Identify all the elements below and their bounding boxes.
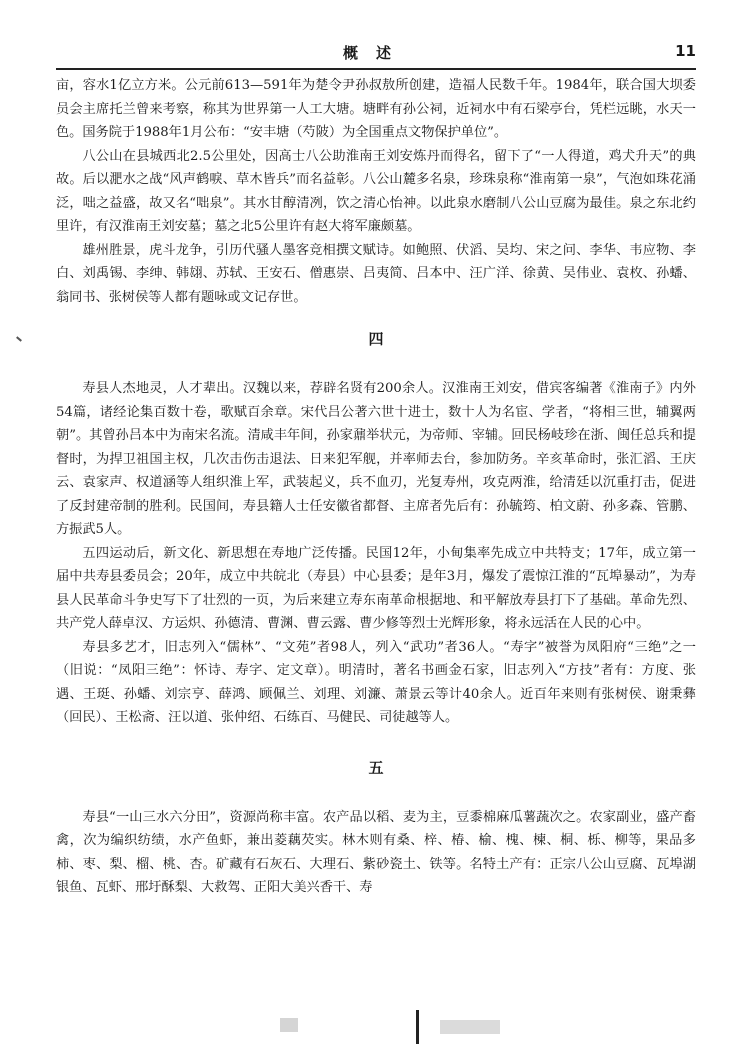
scan-artifact: [240, 1010, 540, 1046]
header-rule: [56, 68, 696, 70]
paragraph: 八公山在县城西北2.5公里处，因高士八公助淮南王刘安炼丹而得名，留下了“一人得道，鸡犬升天”的典故。后以淝水之战“风声鹤唳、草木皆兵”而名益彰。八公山麓多名泉，珍珠泉称“淮南第一泉”，气泡如珠花涌泛，咄之益盛，故又名“咄泉”。其水甘醇清冽，饮之清心怡神。以此泉水磨制八公山豆腐为最佳。泉之东北约里许，有汉淮南王刘安墓；墓之北5公里许有赵大将军廉颇墓。: [56, 148, 696, 234]
section-heading-4: 四: [368, 330, 384, 348]
paragraph: 雄州胜景，虎斗龙争，引历代骚人墨客竞相撰文赋诗。如鲍照、伏滔、吴均、宋之问、李华、韦应物、李白、刘禹锡、李绅、韩翃、苏轼、王安石、僧惠崇、吕夷简、吕本中、汪广洋、徐黄、吴伟业、袁枚、孙蟠、翁同书、张树侯等人都有题咏或文记存世。: [56, 242, 696, 305]
paragraph: 五四运动后，新文化、新思想在寿地广泛传播。民国12年，小甸集率先成立中共特支；17年，成立第一届中共寿县委员会；20年，成立中共皖北（寿县）中心县委；是年3月，爆发了震惊江淮的“瓦埠暴动”，为寿县人民革命斗争史写下了壮烈的一页，为后来建立寿东南革命根据地、和平解放寿县打下了基础。革命先烈、共产党人薛卓汉、方运炽、孙德清、曹渊、曹云露、曹少修等烈士光辉形象，将永远活在人民的心中。: [56, 545, 696, 631]
page-number: 11: [675, 42, 696, 60]
paragraph: 寿县“一山三水六分田”，资源尚称丰富。农产品以稻、麦为主，豆黍棉麻瓜薯蔬次之。农家副业，盛产畜禽，次为编织纺绩，水产鱼虾，兼出菱藕芡实。林木则有桑、梓、椿、榆、槐、楝、桐、栎、柳等，果品多柿、枣、梨、榴、桃、杏。矿藏有石灰石、大理石、紫砂瓷土、铁等。名特土产有：正宗八公山豆腐、瓦埠湖银鱼、瓦虾、邢圩酥梨、大救驾、正阳大美兴香干、寿: [56, 809, 696, 895]
paragraph: 寿县多艺才，旧志列入“儒林”、“文苑”者98人，列入“武功”者36人。“寿字”被誉为凤阳府“三绝”之一（旧说：“凤阳三绝”：怀诗、寿字、定文章）。明清时，著名书画金石家，旧志列入“方技”者有：方度、张遇、王珽、孙蟠、刘宗亨、薛鸿、顾佩兰、刘理、刘濂、萧景云等计40余人。近百年来则有张树侯、谢秉彝（回民）、王松斋、汪以道、张仲绍、石练百、马健民、司徒越等人。: [56, 639, 696, 725]
section-heading-5: 五: [368, 758, 384, 777]
chapter-title: 概述: [342, 44, 409, 62]
body-text: [56, 74, 696, 900]
running-header: [56, 40, 696, 66]
paragraph: 寿县人杰地灵，人才辈出。汉魏以来，荐辟名贤有200余人。汉淮南王刘安，借宾客编著《淮南子》内外54篇，诸经论集百数十卷，歌赋百余章。宋代吕公著六世十进士，数十人为名宦、学者，“将相三世，辅翼两朝”。其曾孙吕本中为南宋名流。清咸丰年间，孙家鼐举状元，为帝师、宰辅。回民杨岐珍在浙、闽任总兵和提督时，为捍卫祖国主权，几次击伤击退法、日来犯军舰，并率师去台，参加防务。辛亥革命时，张汇滔、王庆云、袁家声、权道涵等人组织淮上军，武装起义，兵不血刃，光复寿州，攻克两淮，给清廷以沉重打击，促进了反封建帝制的胜利。民国间，寿县籍人士任安徽省都督、主席者先后有：孙毓筠、柏文蔚、孙多森、管鹏、方振武5人。: [56, 381, 696, 537]
margin-mark: [16, 336, 22, 341]
paragraph: 亩，容水1亿立方米。公元前613—591年为楚令尹孙叔敖所创建，造福人民数千年。1984年，联合国大坝委员会主席托兰曾来考察，称其为世界第一人工大塘。塘畔有孙公祠，近祠水中有石梁亭台，凭栏远眺，水天一色。国务院于1988年1月公布：“安丰塘（芍陂）为全国重点文物保护单位”。: [56, 78, 696, 140]
